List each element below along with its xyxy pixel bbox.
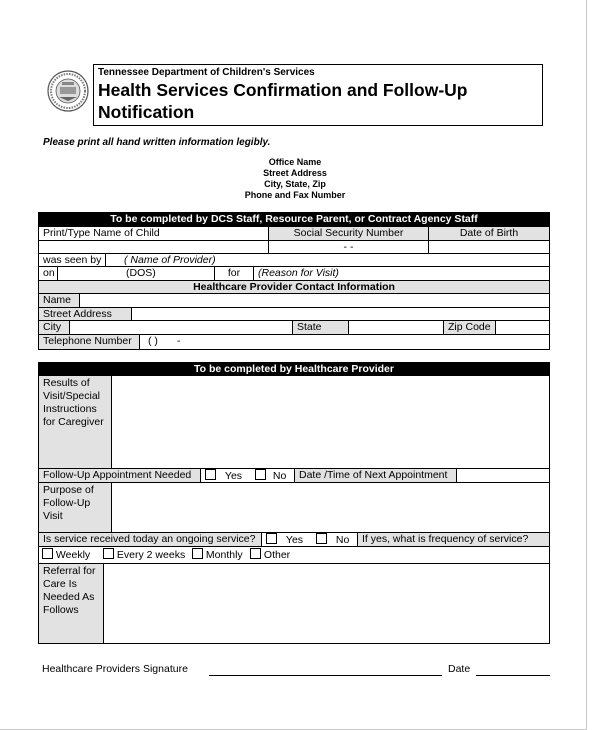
purpose-label-line-2: Follow-Up [43, 497, 91, 509]
phone-dash: - [176, 335, 181, 347]
contact-info-title: Healthcare Provider Contact Information [39, 281, 549, 294]
results-label-line-1: Results of [43, 377, 90, 389]
form-title [98, 79, 468, 123]
state-label: State [292, 321, 348, 334]
section-healthcare-provider [38, 362, 550, 644]
freq-monthly-checkbox[interactable] [192, 548, 203, 559]
office-address [200, 157, 390, 201]
freq-weekly-label: Weekly [55, 549, 91, 561]
followup-label: Follow-Up Appointment Needed [39, 469, 200, 482]
freq-other-option[interactable] [250, 547, 330, 563]
ongoing-no-label: No [335, 534, 350, 546]
dob-label: Date of Birth [428, 227, 549, 240]
followup-no-label: No [272, 470, 287, 482]
street-label: Street Address [39, 308, 131, 320]
on-label: on [43, 267, 55, 279]
title-line-2: Notification [98, 102, 195, 122]
freq-other-checkbox[interactable] [250, 548, 261, 559]
ongoing-no-checkbox[interactable] [316, 533, 327, 544]
department-name: Tennessee Department of Children's Services [98, 67, 315, 78]
street-field[interactable] [131, 308, 549, 320]
followup-yes-label: Yes [224, 470, 243, 482]
purpose-label-line-1: Purpose of [43, 484, 94, 496]
section-dcs-staff [38, 212, 550, 350]
purpose-label-line-3: Visit [43, 510, 63, 522]
referral-field[interactable] [103, 564, 549, 643]
results-label [39, 376, 111, 468]
telephone-label: Telephone Number [39, 335, 139, 349]
frequency-label: If yes, what is frequency of service? [357, 533, 549, 546]
city-label: City [39, 321, 69, 334]
ongoing-yes-checkbox[interactable] [266, 533, 277, 544]
header-box [93, 64, 543, 126]
dos-field[interactable]: (DOS) [57, 267, 214, 280]
seen-by-label: was seen by [43, 254, 102, 266]
signature-line[interactable] [209, 675, 442, 676]
referral-label-line-3: Needed As [43, 591, 95, 603]
zip-label: Zip Code [443, 321, 495, 334]
child-info-entry-row [39, 241, 549, 254]
office-city: City, State, Zip [264, 179, 326, 189]
freq-every2-option[interactable] [103, 547, 192, 563]
telephone-field[interactable] [139, 335, 549, 349]
followup-no-checkbox[interactable] [255, 469, 266, 480]
ongoing-yes-label: Yes [285, 534, 304, 546]
title-line-1: Health Services Confirmation and Follow-Up [98, 80, 468, 100]
freq-other-label: Other [263, 549, 291, 561]
office-street: Street Address [263, 168, 327, 178]
office-phone: Phone and Fax Number [244, 190, 346, 200]
freq-weekly-checkbox[interactable] [42, 548, 53, 559]
freq-monthly-option[interactable] [192, 547, 250, 563]
ssn-label: Social Security Number [268, 227, 428, 240]
provider-contact-name-field[interactable] [79, 294, 549, 307]
followup-no-option[interactable] [252, 469, 294, 482]
office-name: Office Name [268, 157, 322, 167]
child-name-field[interactable] [39, 241, 268, 253]
date-line[interactable] [476, 675, 550, 676]
results-field[interactable] [111, 376, 549, 468]
signature-label: Healthcare Providers Signature [42, 663, 188, 675]
next-appointment-field[interactable] [456, 469, 549, 482]
provider-name-field[interactable]: ( Name of Provider) [105, 254, 549, 266]
freq-every2-label: Every 2 weeks [116, 549, 186, 561]
ongoing-no-option[interactable] [313, 533, 355, 546]
referral-label-line-2: Care Is [43, 578, 77, 590]
referral-label-line-1: Referral for [43, 565, 96, 577]
purpose-field[interactable] [111, 483, 549, 532]
instructions: Please print all hand written information legibly. [43, 137, 271, 148]
ssn-field[interactable]: - - [268, 241, 428, 253]
followup-yes-option[interactable] [200, 469, 252, 482]
reason-field[interactable]: (Reason for Visit) [253, 267, 549, 280]
next-appointment-label: Date /Time of Next Appointment [294, 469, 456, 482]
followup-yes-checkbox[interactable] [205, 469, 216, 480]
for-label: for [214, 267, 253, 280]
referral-label-line-4: Follows [43, 604, 79, 616]
zip-field[interactable] [495, 321, 549, 334]
referral-label [39, 564, 103, 643]
freq-weekly-option[interactable] [39, 547, 103, 563]
date-label: Date [448, 663, 471, 675]
name-label: Name [39, 294, 79, 307]
state-seal-icon [47, 70, 89, 112]
section-dcs-title: To be completed by DCS Staff, Resource Parent, or Contract Agency Staff [39, 213, 549, 227]
freq-every2-checkbox[interactable] [103, 548, 114, 559]
freq-monthly-label: Monthly [205, 549, 243, 561]
city-field[interactable] [69, 321, 292, 334]
ongoing-service-label: Is service received today an ongoing service? [39, 533, 261, 546]
results-label-line-4: for Caregiver [43, 416, 104, 428]
purpose-label [39, 483, 111, 532]
ongoing-yes-option[interactable] [261, 533, 313, 546]
section-provider-title: To be completed by Healthcare Provider [39, 363, 549, 376]
state-field[interactable] [348, 321, 443, 334]
results-label-line-3: Instructions [43, 403, 97, 415]
phone-area-paren: ( ) [148, 335, 158, 347]
child-name-label: Print/Type Name of Child [43, 227, 160, 239]
results-label-line-2: Visit/Special [43, 390, 101, 402]
dob-field[interactable] [428, 241, 549, 253]
